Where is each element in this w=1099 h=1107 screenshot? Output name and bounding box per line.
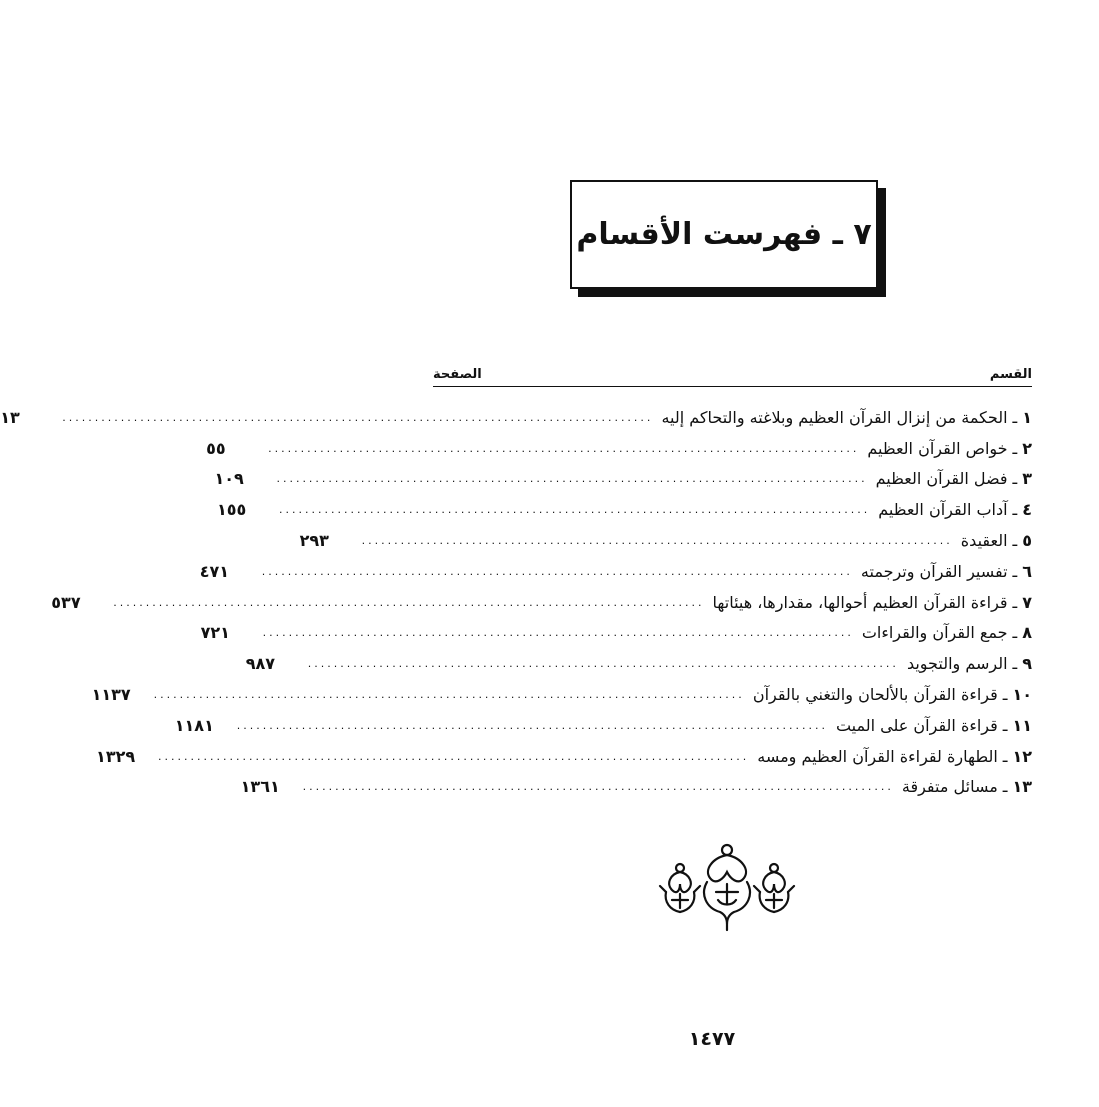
dot-leader: ...........................................................................................	[268, 441, 860, 455]
toc-entry-7[interactable]	[51, 587, 1032, 618]
entry-number: ٤	[1022, 500, 1032, 520]
entry-dash: ـ	[1012, 469, 1018, 489]
toc-entry-8[interactable]	[200, 618, 1032, 649]
entry-dash: ـ	[1012, 654, 1018, 674]
toc-entry-3[interactable]	[214, 464, 1032, 495]
dot-leader: ...........................................................................................	[361, 534, 953, 548]
toc-entry-9[interactable]	[245, 648, 1032, 679]
toc-entry-6[interactable]	[199, 556, 1032, 587]
section-title: ٧ ـ فهرست الأقسام	[576, 217, 872, 252]
entry-number: ١٠	[1012, 685, 1032, 705]
entry-title: الطهارة لقراءة القرآن العظيم ومسه	[757, 746, 998, 766]
entry-page: ٥٥	[206, 438, 226, 458]
entry-number: ٧	[1022, 592, 1032, 612]
entry-dash: ـ	[1012, 531, 1018, 551]
toc-entry-1[interactable]	[0, 402, 1032, 433]
toc-entry-10[interactable]	[91, 679, 1032, 710]
entry-page: ١١٣٧	[91, 685, 131, 705]
dot-leader: ...........................................................................................	[307, 657, 899, 671]
dot-leader: ...........................................................................................	[302, 780, 894, 794]
toc-entry-11[interactable]	[174, 710, 1032, 741]
column-header-page: الصفحة	[433, 367, 482, 382]
entry-dash: ـ	[1012, 623, 1018, 643]
entry-dash: ـ	[1012, 407, 1018, 427]
entry-title: قراءة القرآن بالألحان والتغني بالقرآن	[752, 685, 998, 705]
entry-title: تفسير القرآن وترجمته	[860, 561, 1008, 581]
entry-number: ٨	[1022, 623, 1032, 643]
dot-leader: ...........................................................................................	[276, 472, 868, 486]
toc-header	[433, 360, 1032, 382]
dot-leader: ...........................................................................................	[236, 718, 828, 732]
toc-entry-5[interactable]	[299, 525, 1032, 556]
entry-number: ٦	[1022, 561, 1032, 581]
calligraphic-ornament-icon	[652, 842, 802, 932]
entry-title: مسائل متفرقة	[901, 777, 998, 797]
entry-dash: ـ	[1012, 592, 1018, 612]
entry-number: ٩	[1022, 654, 1032, 674]
entry-page: ١٣٢٩	[96, 746, 136, 766]
entry-page: ٢٩٣	[299, 531, 329, 551]
entry-page: ١٣	[0, 407, 20, 427]
entry-dash: ـ	[1012, 438, 1018, 458]
toc-entry-4[interactable]	[217, 494, 1032, 525]
entry-number: ٢	[1022, 438, 1032, 458]
entry-page: ١١٨١	[174, 715, 214, 735]
entry-dash: ـ	[1002, 685, 1008, 705]
entry-number: ٥	[1022, 531, 1032, 551]
entry-number: ٣	[1022, 469, 1032, 489]
dot-leader: ...........................................................................................	[279, 503, 871, 517]
page-number: ١٤٧٧	[688, 1028, 736, 1050]
column-header-section: القسم	[989, 367, 1032, 382]
entry-title: خواص القرآن العظيم	[867, 438, 1008, 458]
toc-entry-12[interactable]	[96, 741, 1032, 772]
entry-page: ٩٨٧	[245, 654, 276, 674]
entry-title: جمع القرآن والقراءات	[861, 623, 1008, 643]
entry-title: قراءة القرآن على الميت	[835, 715, 998, 735]
entry-title: الحكمة من إنزال القرآن العظيم وبلاغته والتحاكم إليه	[661, 407, 1008, 427]
toc-list	[0, 402, 1032, 802]
entry-dash: ـ	[1012, 561, 1018, 581]
dot-leader: ...........................................................................................	[153, 688, 745, 702]
section-title-box	[570, 180, 878, 289]
dot-leader: ...........................................................................................	[62, 410, 654, 424]
dot-leader: ...........................................................................................	[262, 626, 854, 640]
entry-page: ٧٢١	[200, 623, 230, 643]
entry-page: ١٠٩	[214, 469, 244, 489]
entry-number: ١١	[1012, 715, 1032, 735]
entry-page: ٥٣٧	[51, 592, 81, 612]
entry-dash: ـ	[1012, 500, 1018, 520]
entry-number: ١	[1022, 407, 1032, 427]
entry-page: ٤٧١	[199, 561, 229, 581]
entry-page: ١٥٥	[217, 500, 247, 520]
toc-entry-2[interactable]	[206, 433, 1032, 464]
entry-title: فضل القرآن العظيم	[875, 469, 1008, 489]
entry-title: قراءة القرآن العظيم أحوالها، مقدارها، هيئاتها	[712, 592, 1008, 612]
entry-title: العقيدة	[960, 531, 1008, 551]
entry-dash: ـ	[1002, 715, 1008, 735]
entry-number: ١٣	[1012, 777, 1032, 797]
header-divider	[433, 386, 1032, 387]
toc-entry-13[interactable]	[240, 772, 1032, 803]
entry-number: ١٢	[1012, 746, 1032, 766]
dot-leader: ...........................................................................................	[261, 564, 853, 578]
entry-title: الرسم والتجويد	[906, 654, 1008, 674]
dot-leader: ...........................................................................................	[113, 595, 705, 609]
entry-page: ١٣٦١	[240, 777, 280, 797]
entry-title: آداب القرآن العظيم	[878, 500, 1008, 520]
dot-leader: ...........................................................................................	[158, 749, 750, 763]
entry-dash: ـ	[1002, 777, 1008, 797]
entry-dash: ـ	[1002, 746, 1008, 766]
